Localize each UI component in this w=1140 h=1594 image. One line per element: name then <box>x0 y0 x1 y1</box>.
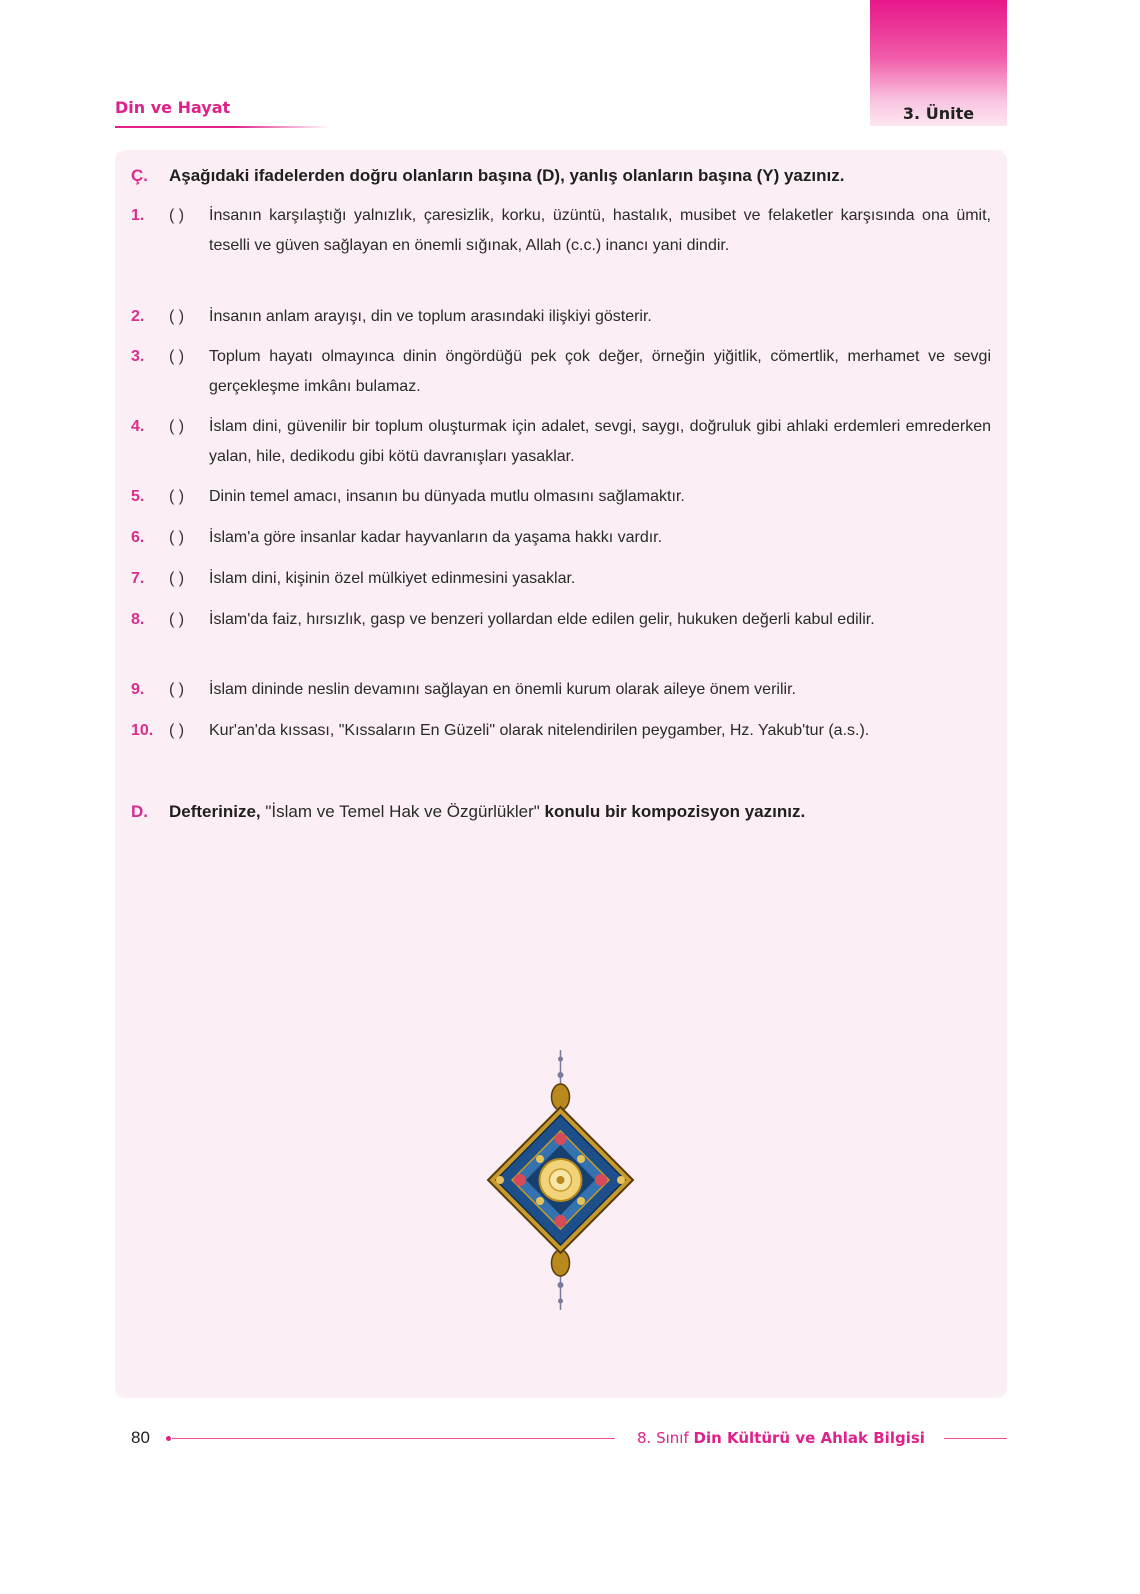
section-d-heading <box>131 800 805 824</box>
item-number: 10. <box>131 722 154 739</box>
list-item <box>131 482 991 512</box>
list-item <box>131 302 991 332</box>
section-c-instruction: Aşağıdaki ifadelerden doğru olanların başına (D), yanlış olanların başına (Y) yazınız. <box>169 166 845 185</box>
footer-divider-right <box>944 1438 1007 1439</box>
answer-blank[interactable]: ( ) <box>169 418 185 435</box>
answer-blank[interactable]: ( ) <box>169 308 185 325</box>
item-number: 9. <box>131 681 145 698</box>
list-item <box>131 342 991 402</box>
list-item <box>131 523 991 553</box>
page-number: 80 <box>131 1428 150 1447</box>
item-number: 7. <box>131 570 145 587</box>
item-number: 1. <box>131 207 145 224</box>
answer-blank[interactable]: ( ) <box>169 529 185 546</box>
book-title-prefix: 8. Sınıf <box>637 1429 694 1447</box>
item-number: 4. <box>131 418 145 435</box>
rumi-ornament-icon <box>478 1045 643 1315</box>
book-title-main: Din Kültürü ve Ahlak Bilgisi <box>693 1429 925 1447</box>
item-number: 3. <box>131 348 145 365</box>
list-item <box>131 201 991 261</box>
item-text: İnsanın anlam arayışı, din ve toplum arasındaki ilişkiyi gösterir. <box>209 308 652 325</box>
answer-blank[interactable]: ( ) <box>169 207 185 224</box>
item-number: 8. <box>131 611 145 628</box>
list-item <box>131 605 991 635</box>
item-text: Dinin temel amacı, insanın bu dünyada mutlu olmasını sağlamaktır. <box>209 488 685 505</box>
section-c-letter: Ç. <box>131 166 148 185</box>
section-d-letter: D. <box>131 802 148 821</box>
section-d-part3: konulu bir kompozisyon yazınız. <box>544 802 806 821</box>
section-c-heading <box>131 164 844 188</box>
answer-blank[interactable]: ( ) <box>169 570 185 587</box>
item-text: İslam dininde neslin devamını sağlayan en önemli kurum olarak aileye önem verilir. <box>209 681 796 698</box>
answer-blank[interactable]: ( ) <box>169 722 185 739</box>
item-text: İslam'a göre insanlar kadar hayvanların da yaşama hakkı vardır. <box>209 529 663 546</box>
answer-blank[interactable]: ( ) <box>169 611 185 628</box>
footer-divider <box>172 1438 615 1439</box>
item-text: Toplum hayatı olmayınca dinin öngördüğü pek çok değer, örneğin yiğitlik, cömertlik, merhamet ve sevgi gerçekleşme imkânı bulamaz. <box>209 348 991 395</box>
item-text: İslam dini, güvenilir bir toplum oluşturmak için adalet, sevgi, saygı, doğruluk gibi ahlaki erdemleri emrederken yalan, hile, dedikodu gibi kötü davranışları yasaklar. <box>209 418 991 465</box>
list-item <box>131 675 991 705</box>
unit-label: 3. Ünite <box>902 104 975 123</box>
book-title <box>637 1429 925 1447</box>
answer-blank[interactable]: ( ) <box>169 348 185 365</box>
item-number: 5. <box>131 488 145 505</box>
section-d-topic: "İslam ve Temel Hak ve Özgürlükler" <box>260 802 545 821</box>
item-text: Kur'an'da kıssası, "Kıssaların En Güzeli" olarak nitelendirilen peygamber, Hz. Yakub'tur (a.s.). <box>209 722 870 739</box>
item-number: 2. <box>131 308 145 325</box>
section-d-part1: Defterinize, <box>169 802 261 821</box>
footer-dot <box>166 1436 171 1441</box>
list-item <box>131 412 991 472</box>
header-divider <box>115 126 330 128</box>
chapter-title: Din ve Hayat <box>115 98 231 117</box>
answer-blank[interactable]: ( ) <box>169 488 185 505</box>
answer-blank[interactable]: ( ) <box>169 681 185 698</box>
list-item <box>131 564 991 594</box>
item-text: İslam dini, kişinin özel mülkiyet edinmesini yasaklar. <box>209 570 576 587</box>
item-number: 6. <box>131 529 145 546</box>
list-item <box>131 716 991 746</box>
item-text: İnsanın karşılaştığı yalnızlık, çaresizlik, korku, üzüntü, hastalık, musibet ve felaketler karşısında ona ümit, teselli ve güven sağlayan en önemli sığınak, Allah (c.c.) inancı yani dindir. <box>209 207 991 254</box>
item-text: İslam'da faiz, hırsızlık, gasp ve benzeri yollardan elde edilen gelir, hukuken değerli kabul edilir. <box>209 611 875 628</box>
